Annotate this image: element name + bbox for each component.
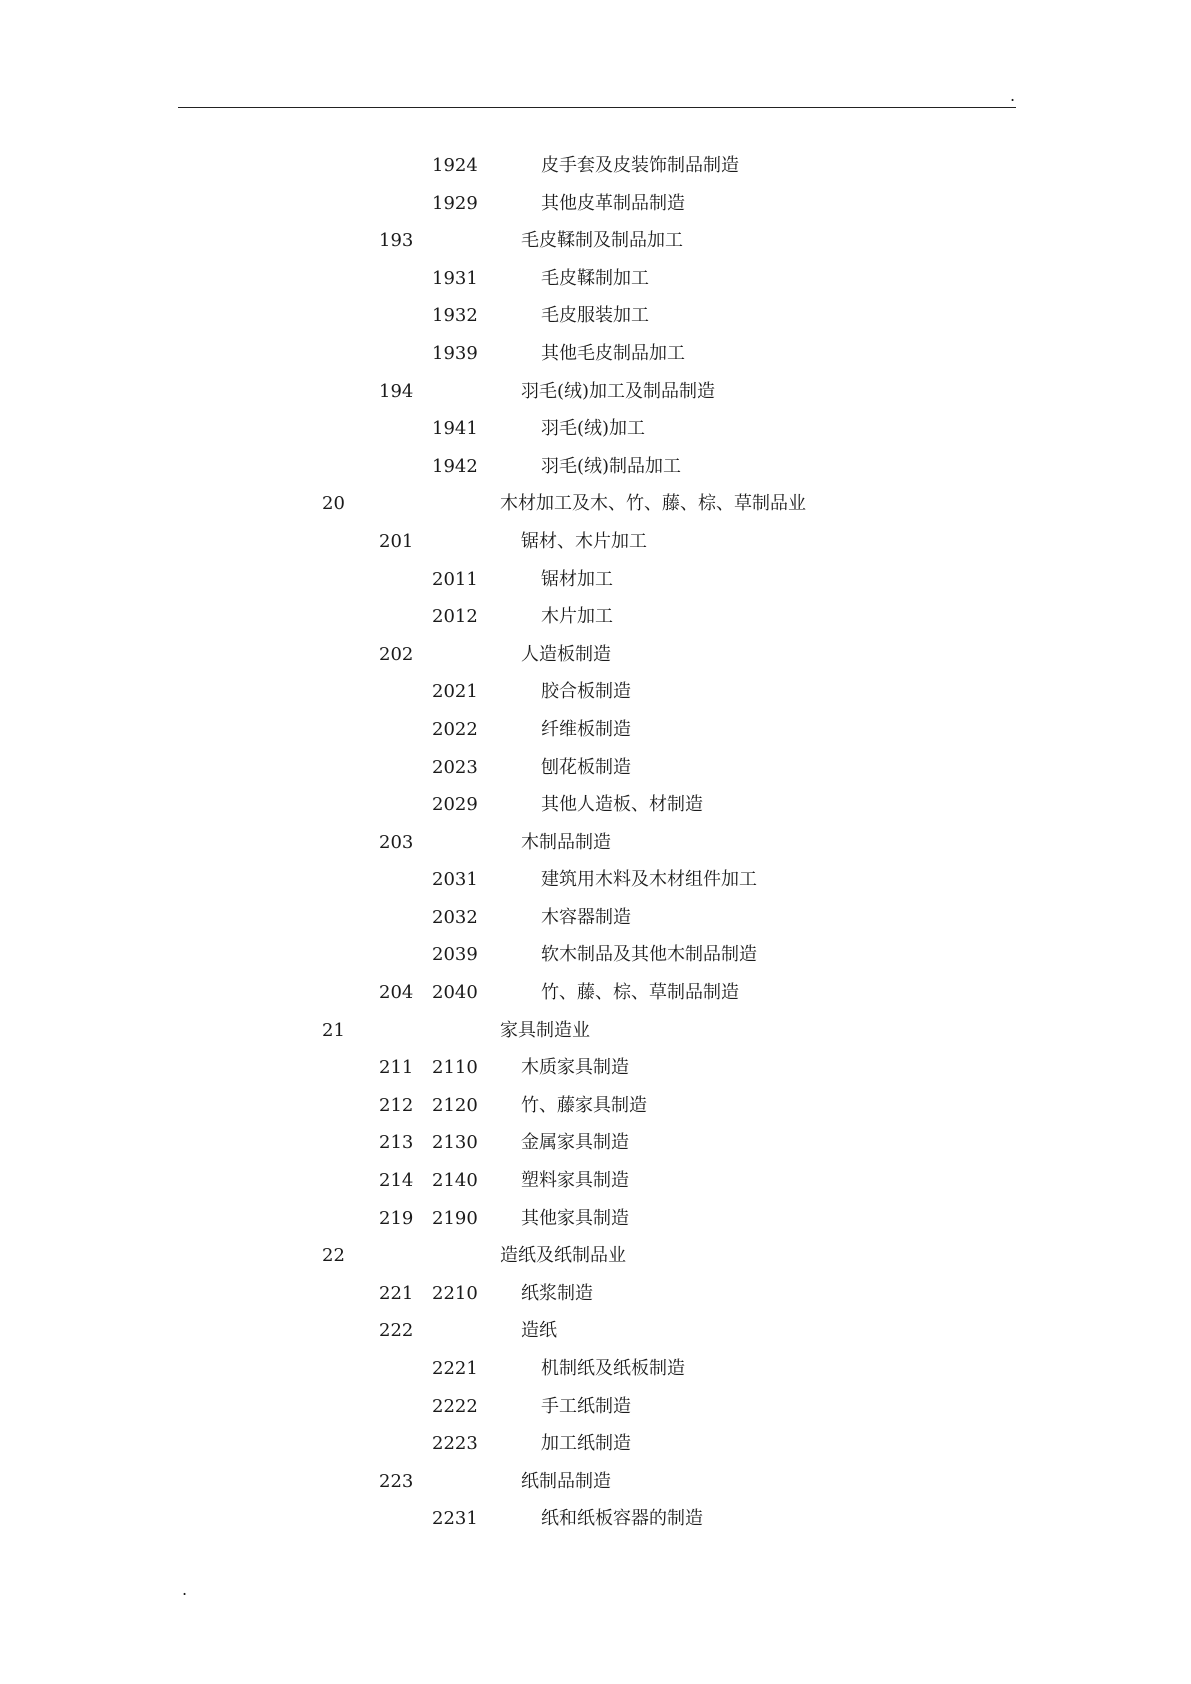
industry-name: 毛皮服装加工 <box>541 305 649 327</box>
table-row <box>0 1162 1191 1200</box>
minor-group-code: 1939 <box>432 342 478 364</box>
minor-group-code: 2223 <box>432 1433 478 1455</box>
industry-name: 竹、藤家具制造 <box>521 1094 647 1116</box>
major-group-code: 202 <box>379 643 414 665</box>
industry-name: 木质家具制造 <box>521 1057 629 1079</box>
table-row <box>0 711 1191 749</box>
industry-name: 木材加工及木、竹、藤、棕、草制品业 <box>500 493 806 515</box>
industry-name: 机制纸及纸板制造 <box>541 1358 685 1379</box>
major-group-code: 214 <box>379 1170 414 1192</box>
major-group-code: 222 <box>379 1320 414 1342</box>
minor-group-code: 2130 <box>432 1132 478 1154</box>
minor-group-code: 2039 <box>432 944 478 966</box>
minor-group-code: 1929 <box>432 192 478 214</box>
category-code: 22 <box>322 1245 345 1267</box>
table-row <box>0 297 1191 335</box>
table-row <box>0 260 1191 298</box>
minor-group-code: 2021 <box>432 681 478 703</box>
minor-group-code: 1942 <box>432 455 478 477</box>
table-row <box>0 373 1191 411</box>
industry-name: 造纸 <box>521 1320 557 1342</box>
table-row <box>0 448 1191 486</box>
minor-group-code: 2012 <box>432 606 478 628</box>
minor-group-code: 1931 <box>432 267 478 289</box>
minor-group-code: 2031 <box>432 869 478 891</box>
industry-name: 纸制品制造 <box>521 1470 611 1492</box>
industry-name: 造纸及纸制品业 <box>500 1245 626 1267</box>
footer-dot: . <box>182 1580 188 1599</box>
table-row <box>0 673 1191 711</box>
minor-group-code: 2120 <box>432 1094 478 1116</box>
table-row <box>0 1200 1191 1238</box>
table-row <box>0 1012 1191 1050</box>
industry-name: 软木制品及其他木制品制造 <box>541 944 757 966</box>
minor-group-code: 2040 <box>432 982 478 1004</box>
industry-name: 羽毛(绒)加工及制品制造 <box>521 380 716 402</box>
minor-group-code: 2023 <box>432 756 478 778</box>
table-row <box>0 749 1191 787</box>
major-group-code: 211 <box>379 1057 414 1079</box>
minor-group-code: 2032 <box>432 906 478 928</box>
table-row <box>0 824 1191 862</box>
major-group-code: 201 <box>379 530 414 552</box>
table-row <box>0 1049 1191 1087</box>
major-group-code: 221 <box>379 1282 414 1304</box>
table-row <box>0 485 1191 523</box>
table-row <box>0 636 1191 674</box>
table-row <box>0 222 1191 260</box>
table-row <box>0 861 1191 899</box>
table-row <box>0 1463 1191 1501</box>
major-group-code: 193 <box>379 230 414 252</box>
table-row <box>0 936 1191 974</box>
major-group-code: 212 <box>379 1094 414 1116</box>
table-row <box>0 1425 1191 1463</box>
category-code: 21 <box>322 1019 345 1041</box>
minor-group-code: 2022 <box>432 718 478 740</box>
table-row <box>0 1350 1191 1388</box>
industry-name: 羽毛(绒)加工 <box>541 418 646 440</box>
industry-name: 木制品制造 <box>521 831 611 853</box>
industry-name: 皮手套及皮装饰制品制造 <box>541 155 739 176</box>
table-row <box>0 1500 1191 1538</box>
industry-name: 其他人造板、材制造 <box>541 794 703 816</box>
industry-name: 其他家具制造 <box>521 1207 629 1229</box>
table-row <box>0 1388 1191 1426</box>
minor-group-code: 2221 <box>432 1358 478 1379</box>
table-row <box>0 1275 1191 1313</box>
industry-name: 人造板制造 <box>521 643 611 665</box>
table-row <box>0 1087 1191 1125</box>
table-row <box>0 335 1191 373</box>
table-row <box>0 1312 1191 1350</box>
industry-name: 其他皮革制品制造 <box>541 192 685 214</box>
header-dot: . <box>1010 86 1016 105</box>
industry-name: 锯材加工 <box>541 568 613 590</box>
minor-group-code: 2029 <box>432 794 478 816</box>
major-group-code: 203 <box>379 831 414 853</box>
classification-list <box>0 147 1191 1538</box>
industry-name: 建筑用木料及木材组件加工 <box>541 869 757 891</box>
table-row <box>0 185 1191 223</box>
industry-name: 毛皮鞣制加工 <box>541 267 649 289</box>
industry-name: 纤维板制造 <box>541 718 631 740</box>
table-row <box>0 410 1191 448</box>
major-group-code: 204 <box>379 982 414 1004</box>
industry-name: 锯材、木片加工 <box>521 530 647 552</box>
major-group-code: 219 <box>379 1207 414 1229</box>
industry-name: 塑料家具制造 <box>521 1170 629 1192</box>
table-row <box>0 561 1191 599</box>
industry-name: 木容器制造 <box>541 906 631 928</box>
category-code: 20 <box>322 493 345 515</box>
header-rule <box>178 107 1016 108</box>
minor-group-code: 1932 <box>432 305 478 327</box>
minor-group-code: 2231 <box>432 1508 478 1530</box>
minor-group-code: 2222 <box>432 1395 478 1417</box>
table-row <box>0 147 1191 185</box>
table-row <box>0 786 1191 824</box>
industry-name: 其他毛皮制品加工 <box>541 342 685 364</box>
major-group-code: 223 <box>379 1470 414 1492</box>
major-group-code: 194 <box>379 380 414 402</box>
table-row <box>0 1124 1191 1162</box>
industry-name: 加工纸制造 <box>541 1433 631 1455</box>
minor-group-code: 2110 <box>432 1057 478 1079</box>
industry-name: 纸浆制造 <box>521 1282 593 1304</box>
industry-name: 羽毛(绒)制品加工 <box>541 455 682 477</box>
minor-group-code: 1924 <box>432 155 478 176</box>
minor-group-code: 2011 <box>432 568 478 590</box>
industry-name: 竹、藤、棕、草制品制造 <box>541 982 739 1004</box>
minor-group-code: 1941 <box>432 418 478 440</box>
major-group-code: 213 <box>379 1132 414 1154</box>
minor-group-code: 2210 <box>432 1282 478 1304</box>
industry-name: 胶合板制造 <box>541 681 631 703</box>
industry-name: 木片加工 <box>541 606 613 628</box>
table-row <box>0 899 1191 937</box>
industry-name: 金属家具制造 <box>521 1132 629 1154</box>
industry-name: 纸和纸板容器的制造 <box>541 1508 703 1530</box>
industry-name: 刨花板制造 <box>541 756 631 778</box>
industry-name: 毛皮鞣制及制品加工 <box>521 230 683 252</box>
minor-group-code: 2140 <box>432 1170 478 1192</box>
minor-group-code: 2190 <box>432 1207 478 1229</box>
table-row <box>0 1237 1191 1275</box>
table-row <box>0 598 1191 636</box>
table-row <box>0 974 1191 1012</box>
industry-name: 家具制造业 <box>500 1019 590 1041</box>
industry-name: 手工纸制造 <box>541 1395 631 1417</box>
table-row <box>0 523 1191 561</box>
